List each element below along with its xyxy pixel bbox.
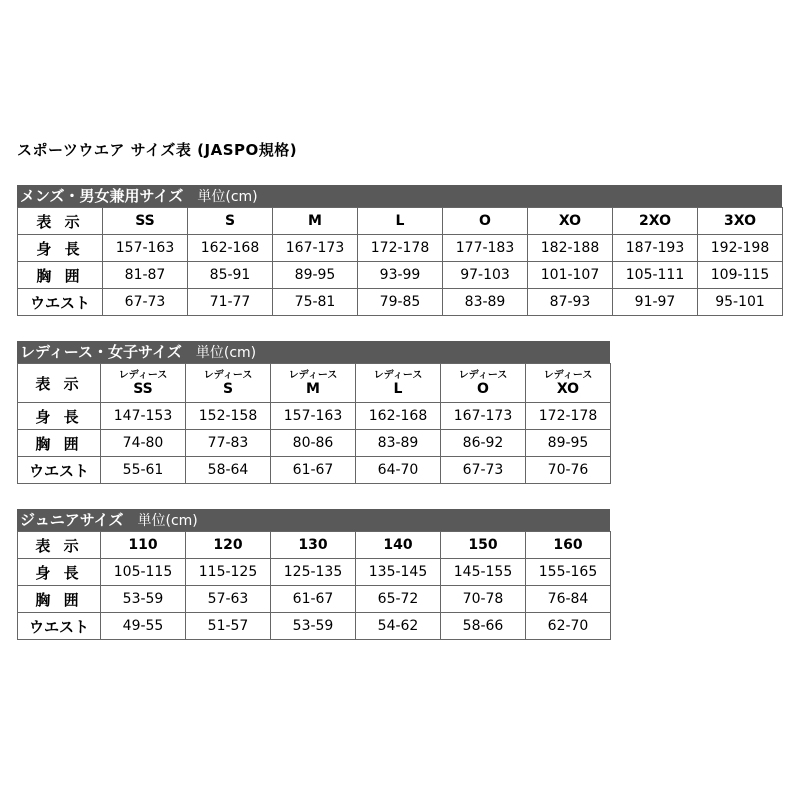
junior-cell: 61-67 — [271, 586, 356, 613]
page-title: スポーツウエア サイズ表 (JASPO規格) — [17, 141, 298, 159]
junior-cell: 76-84 — [526, 586, 611, 613]
ladies-cell: 80-86 — [271, 430, 356, 457]
mens-header-row — [18, 208, 783, 235]
ladies-cell: 172-178 — [526, 403, 611, 430]
mens-section-title: メンズ・男女兼用サイズ — [20, 187, 184, 205]
ladies-label-chest: 胸 囲 — [18, 430, 101, 457]
junior-col-130: 130 — [271, 532, 356, 559]
mens-label-height: 身 長 — [18, 235, 103, 262]
ladies-cell: 157-163 — [271, 403, 356, 430]
mens-cell: 87-93 — [528, 289, 613, 316]
ladies-col-l — [356, 364, 441, 403]
ladies-cell: 152-158 — [186, 403, 271, 430]
junior-corner-label: 表 示 — [18, 532, 101, 559]
ladies-size: XO — [556, 380, 580, 397]
mens-cell: 93-99 — [358, 262, 443, 289]
junior-label-waist: ウエスト — [18, 613, 101, 640]
junior-cell: 62-70 — [526, 613, 611, 640]
junior-cell: 65-72 — [356, 586, 441, 613]
junior-cell: 58-66 — [441, 613, 526, 640]
junior-header-row — [18, 532, 611, 559]
junior-size-table — [17, 531, 611, 640]
mens-cell: 187-193 — [613, 235, 698, 262]
junior-col-110: 110 — [101, 532, 186, 559]
ladies-prefix: レディース — [373, 369, 423, 381]
mens-cell: 172-178 — [358, 235, 443, 262]
mens-cell: 167-173 — [273, 235, 358, 262]
junior-col-140: 140 — [356, 532, 441, 559]
ladies-size: SS — [133, 380, 153, 397]
junior-cell: 57-63 — [186, 586, 271, 613]
ladies-cell: 86-92 — [441, 430, 526, 457]
mens-label-chest: 胸 囲 — [18, 262, 103, 289]
ladies-row-waist — [18, 457, 611, 484]
ladies-col-o — [441, 364, 526, 403]
mens-cell: 182-188 — [528, 235, 613, 262]
junior-cell: 155-165 — [526, 559, 611, 586]
ladies-size: M — [306, 380, 320, 397]
mens-cell: 71-77 — [188, 289, 273, 316]
mens-cell: 157-163 — [103, 235, 188, 262]
ladies-section-title: レディース・女子サイズ — [20, 343, 182, 361]
junior-cell: 53-59 — [271, 613, 356, 640]
ladies-row-height — [18, 403, 611, 430]
junior-section-title: ジュニアサイズ — [20, 511, 124, 529]
ladies-col-ss — [101, 364, 186, 403]
ladies-corner-label: 表 示 — [18, 364, 101, 403]
mens-col-xo: XO — [528, 208, 613, 235]
junior-cell: 53-59 — [101, 586, 186, 613]
mens-cell: 162-168 — [188, 235, 273, 262]
mens-col-s: S — [188, 208, 273, 235]
ladies-size: L — [393, 380, 403, 397]
ladies-cell: 147-153 — [101, 403, 186, 430]
ladies-col-xo — [526, 364, 611, 403]
ladies-size: S — [222, 380, 234, 397]
mens-cell: 83-89 — [443, 289, 528, 316]
junior-cell: 145-155 — [441, 559, 526, 586]
junior-cell: 70-78 — [441, 586, 526, 613]
ladies-cell: 167-173 — [441, 403, 526, 430]
mens-col-m: M — [273, 208, 358, 235]
mens-row-height — [18, 235, 783, 262]
mens-cell: 95-101 — [698, 289, 783, 316]
ladies-cell: 61-67 — [271, 457, 356, 484]
junior-col-150: 150 — [441, 532, 526, 559]
ladies-cell: 83-89 — [356, 430, 441, 457]
ladies-cell: 64-70 — [356, 457, 441, 484]
ladies-cell: 89-95 — [526, 430, 611, 457]
mens-cell: 85-91 — [188, 262, 273, 289]
junior-label-chest: 胸 囲 — [18, 586, 101, 613]
junior-section-header — [17, 509, 610, 531]
mens-col-o: O — [443, 208, 528, 235]
junior-row-waist — [18, 613, 611, 640]
junior-unit-label: 単位(cm) — [137, 513, 198, 529]
mens-col-3xo: 3XO — [698, 208, 783, 235]
ladies-prefix: レディース — [118, 369, 168, 381]
ladies-label-waist: ウエスト — [18, 457, 101, 484]
mens-col-2xo: 2XO — [613, 208, 698, 235]
ladies-cell: 74-80 — [101, 430, 186, 457]
mens-cell: 192-198 — [698, 235, 783, 262]
mens-cell: 105-111 — [613, 262, 698, 289]
junior-row-chest — [18, 586, 611, 613]
ladies-cell: 58-64 — [186, 457, 271, 484]
ladies-header-row — [18, 364, 611, 403]
mens-cell: 75-81 — [273, 289, 358, 316]
mens-cell: 101-107 — [528, 262, 613, 289]
ladies-cell: 77-83 — [186, 430, 271, 457]
junior-col-120: 120 — [186, 532, 271, 559]
mens-row-waist — [18, 289, 783, 316]
ladies-cell: 162-168 — [356, 403, 441, 430]
junior-label-height: 身 長 — [18, 559, 101, 586]
ladies-size-table — [17, 363, 611, 484]
mens-cell: 97-103 — [443, 262, 528, 289]
mens-cell: 81-87 — [103, 262, 188, 289]
junior-row-height — [18, 559, 611, 586]
junior-cell: 125-135 — [271, 559, 356, 586]
junior-cell: 105-115 — [101, 559, 186, 586]
mens-cell: 91-97 — [613, 289, 698, 316]
mens-cell: 89-95 — [273, 262, 358, 289]
ladies-cell: 67-73 — [441, 457, 526, 484]
ladies-section-header — [17, 341, 610, 363]
ladies-col-m — [271, 364, 356, 403]
junior-cell: 51-57 — [186, 613, 271, 640]
ladies-prefix: レディース — [543, 369, 593, 381]
ladies-col-s — [186, 364, 271, 403]
mens-col-ss: SS — [103, 208, 188, 235]
mens-cell: 109-115 — [698, 262, 783, 289]
junior-col-160: 160 — [526, 532, 611, 559]
ladies-label-height: 身 長 — [18, 403, 101, 430]
ladies-size: O — [477, 380, 489, 397]
mens-corner-label: 表 示 — [18, 208, 103, 235]
junior-cell: 54-62 — [356, 613, 441, 640]
ladies-cell: 55-61 — [101, 457, 186, 484]
ladies-cell: 70-76 — [526, 457, 611, 484]
ladies-unit-label: 単位(cm) — [195, 345, 257, 361]
mens-section-header — [17, 185, 782, 207]
ladies-row-chest — [18, 430, 611, 457]
mens-unit-label: 単位(cm) — [197, 189, 258, 205]
ladies-prefix: レディース — [288, 369, 338, 381]
ladies-prefix: レディース — [203, 369, 253, 381]
mens-cell: 79-85 — [358, 289, 443, 316]
mens-cell: 177-183 — [443, 235, 528, 262]
mens-cell: 67-73 — [103, 289, 188, 316]
mens-col-l: L — [358, 208, 443, 235]
mens-row-chest — [18, 262, 783, 289]
junior-cell: 135-145 — [356, 559, 441, 586]
ladies-prefix: レディース — [458, 369, 508, 381]
junior-cell: 49-55 — [101, 613, 186, 640]
mens-label-waist: ウエスト — [18, 289, 103, 316]
mens-size-table — [17, 207, 783, 316]
junior-cell: 115-125 — [186, 559, 271, 586]
